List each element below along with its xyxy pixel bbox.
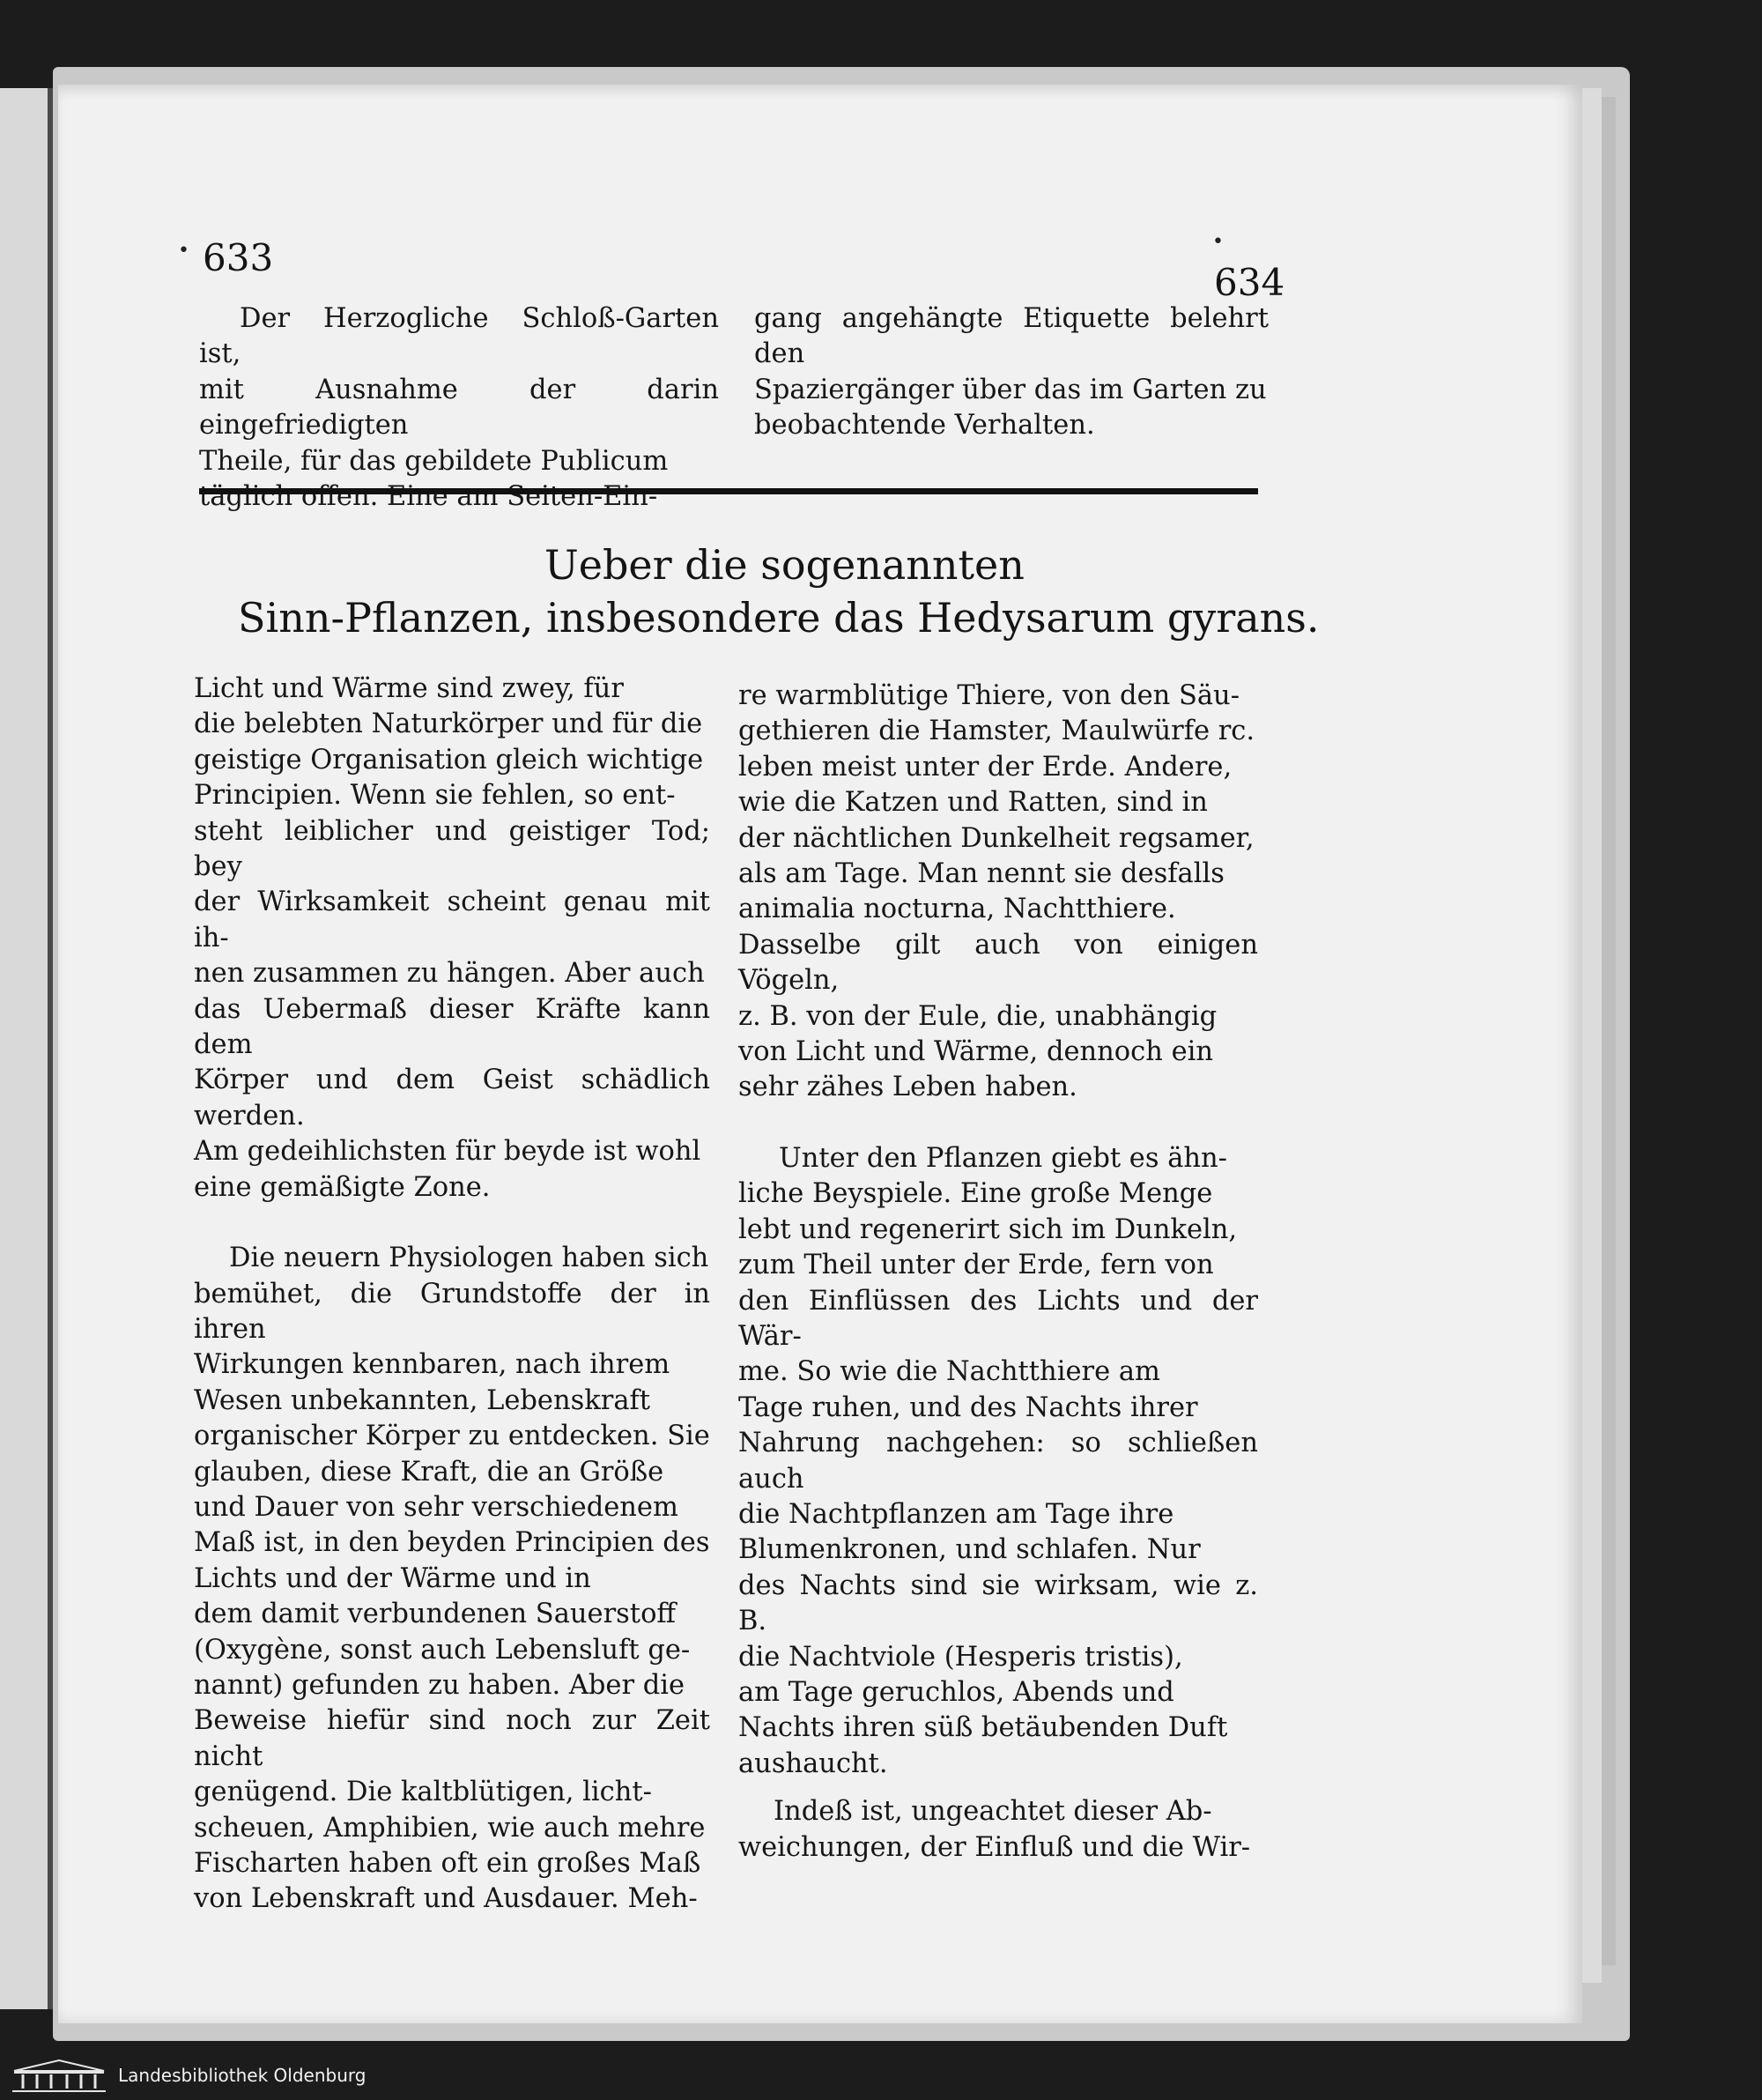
library-building-icon [11, 2059, 107, 2094]
text-line: geistige Organisation gleich wichtige [194, 744, 704, 775]
text-line: zum Theil unter der Erde, fern von [738, 1250, 1214, 1281]
text-line: der nächtlichen Dunkelheit regsamer, [738, 822, 1255, 854]
text-line: nannt) gefunden zu haben. Aber die [194, 1669, 685, 1701]
ornament-dot: • [1212, 231, 1224, 253]
text-line: scheuen, Amphibien, wie auch mehre [194, 1812, 706, 1844]
text-line: mit Ausnahme der darin eingefriedigten [199, 374, 719, 442]
text-line: wie die Katzen und Ratten, sind in [738, 787, 1208, 819]
footer-library-name[interactable]: Landesbibliothek Oldenburg [118, 2065, 366, 2086]
text-line: dem damit verbundenen Sauerstoff [194, 1599, 677, 1630]
text-line: genügend. Die kaltblütigen, licht- [194, 1777, 652, 1808]
text-line: die Nachtpflanzen am Tage ihre [738, 1498, 1174, 1530]
text-line: Blumenkronen, und schlafen. Nur [738, 1534, 1201, 1566]
text-line: animalia nocturna, Nachtthiere. [738, 894, 1176, 925]
text-line: lebt und regenerirt sich im Dunkeln, [738, 1213, 1238, 1245]
text-line: die Nachtviole (Hesperis tristis), [738, 1641, 1183, 1673]
text-line: als am Tage. Man nennt sie desfalls [738, 858, 1225, 890]
text-line: gang angehängte Etiquette belehrt den [754, 303, 1269, 370]
text-line: täglich offen. Eine am Seiten-Ein- [199, 481, 658, 513]
text-line: Nachts ihren süß betäubenden Duft [738, 1712, 1228, 1744]
text-line: Wirkungen kennbaren, nach ihrem [194, 1349, 670, 1381]
page-stack-edge-outer [1602, 97, 1616, 1965]
text-line: Tage ruhen, und des Nachts ihrer [738, 1391, 1198, 1423]
text-line: Der Herzogliche Schloß-Garten ist, [199, 303, 719, 370]
top-note-right [754, 301, 1269, 444]
text-line: steht leiblicher und geistiger Tod; bey [194, 815, 710, 883]
text-line: weichungen, der Einfluß und die Wir- [738, 1831, 1251, 1863]
text-line: Unter den Pflanzen giebt es ähn- [779, 1142, 1227, 1174]
text-line: Spaziergänger über das im Garten zu [754, 374, 1267, 405]
section-rule [199, 488, 1258, 494]
paragraph-gap [194, 1206, 710, 1241]
text-line: am Tage geruchlos, Abends und [738, 1676, 1174, 1708]
text-line: sehr zähes Leben haben. [738, 1072, 1077, 1103]
text-line: Fischarten haben oft ein großes Maß [194, 1848, 701, 1879]
book-gutter [48, 88, 53, 2009]
text-line: Principien. Wenn sie fehlen, so ent- [194, 780, 676, 812]
text-line: liche Beyspiele. Eine große Menge [738, 1178, 1213, 1210]
text-line: des Nachts sind sie wirksam, wie z. B. [738, 1569, 1258, 1637]
text-line: Lichts und der Wärme und in [194, 1562, 591, 1594]
text-line: Indeß ist, ungeachtet dieser Ab- [774, 1796, 1212, 1828]
text-line: und Dauer von sehr verschiedenem [194, 1491, 678, 1523]
left-page-sliver [0, 88, 53, 2009]
text-line: leben meist unter der Erde. Andere, [738, 751, 1233, 783]
page-number-left: 633 [203, 236, 274, 279]
top-note-left [199, 301, 719, 515]
body-column-right [738, 679, 1258, 1866]
text-line: (Oxygène, sonst auch Lebensluft ge- [194, 1634, 691, 1666]
text-line: Am gedeihlichsten für beyde ist wohl [194, 1136, 701, 1168]
text-line: von Licht und Wärme, dennoch ein [738, 1036, 1214, 1068]
text-line: organischer Körper zu entdecken. Sie [194, 1421, 710, 1452]
text-line: bemühet, die Grundstoffe der in ihren [194, 1278, 710, 1345]
text-line: Beweise hiefür sind noch zur Zeit nicht [194, 1705, 710, 1772]
article-title-line2: Sinn-Pflanzen, insbesondere das Hedysarum gyrans. [238, 594, 1320, 642]
text-line: den Einflüssen des Lichts und der Wär- [738, 1285, 1258, 1352]
text-line: glauben, diese Kraft, die an Größe [194, 1456, 664, 1488]
text-line: eine gemäßigte Zone. [194, 1171, 491, 1203]
article-title-line1: Ueber die sogenannten [544, 541, 1025, 589]
text-line: z. B. von der Eule, die, unabhängig [738, 1000, 1218, 1032]
paragraph-gap [738, 1782, 1258, 1794]
text-line: Licht und Wärme sind zwey, für [194, 673, 624, 704]
text-line: beobachtende Verhalten. [754, 410, 1095, 442]
text-line: Dasselbe gilt auch von einigen Vögeln, [738, 929, 1258, 997]
text-line: das Uebermaß dieser Kräfte kann dem [194, 993, 710, 1061]
ornament-dot: • [178, 240, 189, 262]
page-number-right: 634 [1214, 261, 1285, 304]
text-line: Die neuern Physiologen haben sich [229, 1243, 709, 1274]
text-line: Wesen unbekannten, Lebenskraft [194, 1384, 651, 1416]
body-column-left [194, 672, 710, 1918]
text-line: von Lebenskraft und Ausdauer. Meh- [194, 1883, 698, 1915]
text-line: aushaucht. [738, 1748, 888, 1779]
text-line: nen zusammen zu hängen. Aber auch [194, 958, 705, 990]
text-line: Nahrung nachgehen: so schließen auch [738, 1428, 1258, 1495]
text-line: re warmblütige Thiere, von den Säu- [738, 680, 1240, 711]
text-line: die belebten Naturkörper und für die [194, 709, 703, 740]
text-line: me. So wie die Nachtthiere am [738, 1356, 1160, 1388]
text-line: Körper und dem Geist schädlich werden. [194, 1065, 710, 1132]
paragraph-gap [738, 1106, 1258, 1141]
text-line: der Wirksamkeit scheint genau mit ih- [194, 887, 710, 954]
text-line: Theile, für das gebildete Publicum [199, 445, 669, 477]
text-line: Maß ist, in den beyden Principien des [194, 1527, 710, 1559]
text-line: gethieren die Hamster, Maulwürfe rc. [738, 716, 1255, 747]
